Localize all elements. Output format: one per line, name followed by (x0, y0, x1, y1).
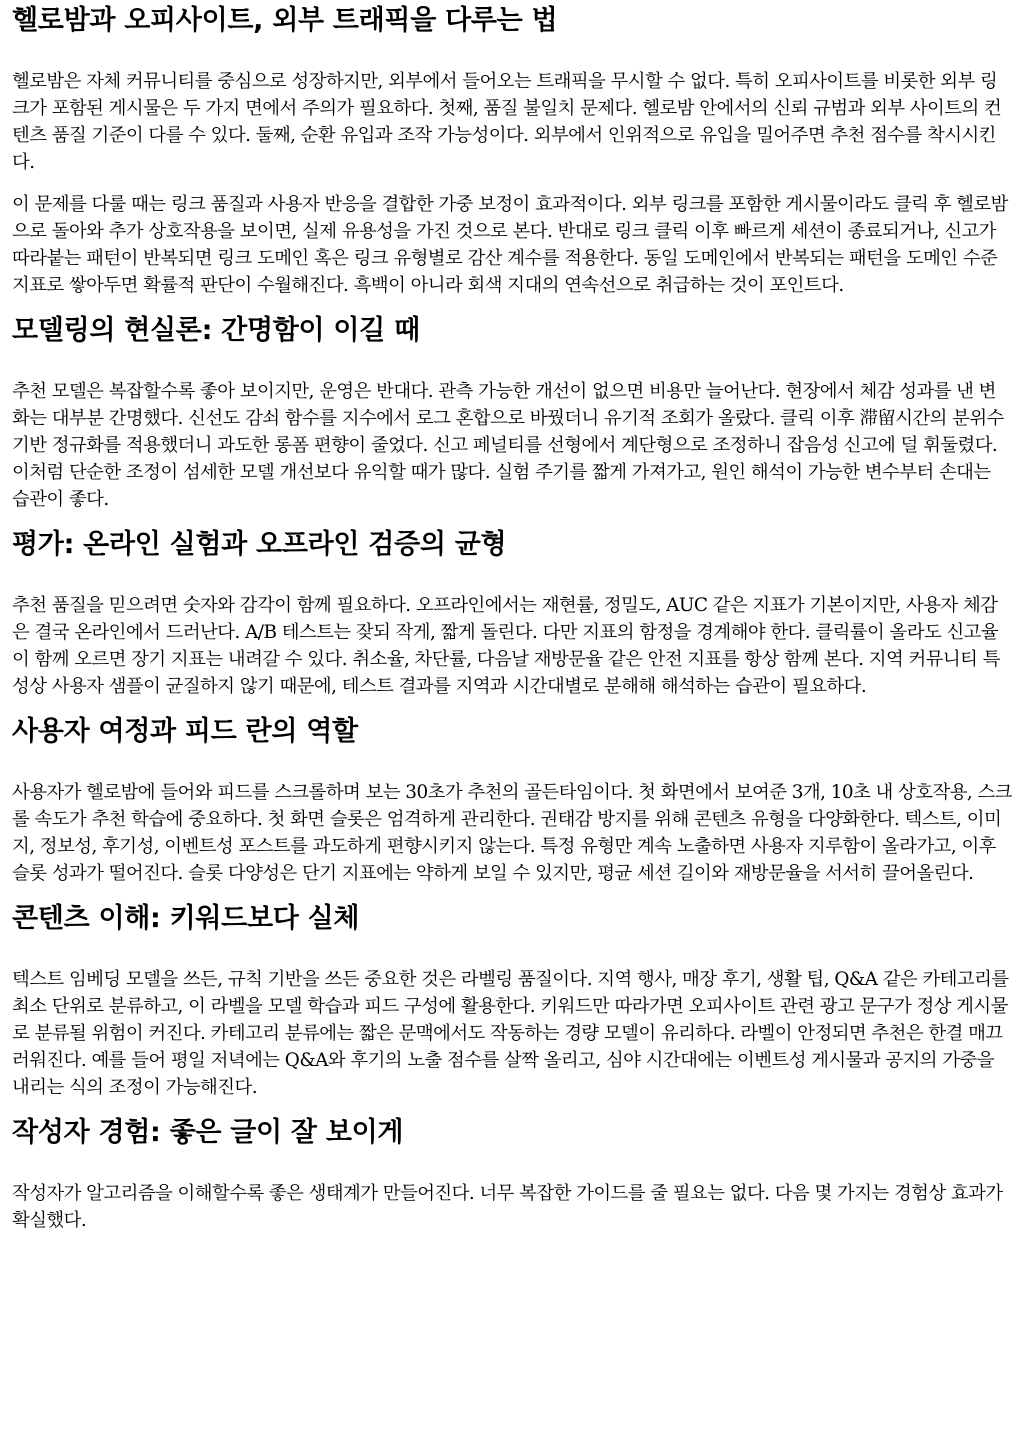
section-external-traffic (12, 4, 1012, 299)
section-heading: 모델링의 현실론: 간명함이 이길 때 (12, 315, 420, 346)
section-author-experience (12, 1116, 1012, 1234)
paragraph: 헬로밤은 자체 커뮤니티를 중심으로 성장하지만, 외부에서 들어오는 트래픽을 무시할 수 없다. 특히 오피사이트를 비롯한 외부 링크가 포함된 게시물은 두 가지 면에서 주의가 필요하다. 첫째, 품질 불일치 문제다. 헬로밤 안에서의 신뢰 규범과 외부 사이트의 컨텐츠 품질 기준이 다를 수 있다. 둘째, 순환 유입과 조작 가능성이다. 외부에서 인위적으로 유입을 밀어주면 추천 점수를 착시시킨다. (12, 71, 1002, 173)
article (0, 4, 1024, 1234)
paragraph: 작성자가 알고리즘을 이해할수록 좋은 생태계가 만들어진다. 너무 복잡한 가이드를 줄 필요는 없다. 다음 몇 가지는 경험상 효과가 확실했다. (12, 1183, 1003, 1231)
paragraph: 이 문제를 다룰 때는 링크 품질과 사용자 반응을 결합한 가중 보정이 효과적이다. 외부 링크를 포함한 게시물이라도 클릭 후 헬로밤으로 돌아와 추가 상호작용을 보이면, 실제 유용성을 가진 것으로 본다. 반대로 링크 클릭 이후 빠르게 세션이 종료되거나, 신고가 따라붙는 패턴이 반복되면 링크 도메인 혹은 링크 유형별로 감산 계수를 적용한다. 동일 도메인에서 반복되는 패턴을 도메인 수준 지표로 쌓아두면 확률적 판단이 수월해진다. 흑백이 아니라 회색 지대의 연속선으로 취급하는 것이 포인트다. (12, 194, 1008, 296)
paragraph: 추천 품질을 믿으려면 숫자와 감각이 함께 필요하다. 오프라인에서는 재현률, 정밀도, AUC 같은 지표가 기본이지만, 사용자 체감은 결국 온라인에서 드러난다. A/B 테스트는 잦되 작게, 짧게 돌린다. 다만 지표의 함정을 경계해야 한다. 클릭률이 올라도 신고율이 함께 오르면 장기 지표는 내려갈 수 있다. 취소율, 차단률, 다음날 재방문율 같은 안전 지표를 항상 함께 본다. 지역 커뮤니티 특성상 사용자 샘플이 균질하지 않기 때문에, 테스트 결과를 지역과 시간대별로 분해해 해석하는 습관이 필요하다. (12, 595, 1000, 697)
section-heading: 사용자 여정과 피드 란의 역할 (12, 716, 358, 747)
section-content-understanding (12, 902, 1012, 1101)
section-evaluation (12, 528, 1012, 700)
section-user-journey (12, 715, 1012, 887)
section-modeling (12, 314, 1012, 513)
paragraph: 텍스트 임베딩 모델을 쓰든, 규칙 기반을 쓰든 중요한 것은 라벨링 품질이다. 지역 행사, 매장 후기, 생활 팁, Q&A 같은 카테고리를 최소 단위로 분류하고, 이 라벨을 모델 학습과 피드 구성에 활용한다. 키워드만 따라가면 오피사이트 관련 광고 문구가 정상 게시물로 분류될 위험이 커진다. 카테고리 분류에는 짧은 문맥에서도 작동하는 경량 모델이 유리하다. 라벨이 안정되면 추천은 한결 매끄러워진다. 예를 들어 평일 저녁에는 Q&A와 후기의 노출 점수를 살짝 올리고, 심야 시간대에는 이벤트성 게시물과 공지의 가중을 내리는 식의 조정이 가능해진다. (12, 969, 1009, 1098)
section-heading: 헬로밤과 오피사이트, 외부 트래픽을 다루는 법 (12, 5, 558, 36)
paragraph: 추천 모델은 복잡할수록 좋아 보이지만, 운영은 반대다. 관측 가능한 개선이 없으면 비용만 늘어난다. 현장에서 체감 성과를 낸 변화는 대부분 간명했다. 신선도 감쇠 함수를 지수에서 로그 혼합으로 바꿨더니 유기적 조회가 올랐다. 클릭 이후 滞留시간의 분위수 기반 정규화를 적용했더니 과도한 롱폼 편향이 줄었다. 신고 페널티를 선형에서 계단형으로 조정하니 잡음성 신고에 덜 휘둘렸다. 이처럼 단순한 조정이 섬세한 모델 개선보다 유익할 때가 많다. 실험 주기를 짧게 가져가고, 원인 해석이 가능한 변수부터 손대는 습관이 좋다. (12, 381, 1004, 510)
paragraph: 사용자가 헬로밤에 들어와 피드를 스크롤하며 보는 30초가 추천의 골든타임이다. 첫 화면에서 보여준 3개, 10초 내 상호작용, 스크롤 속도가 추천 학습에 중요하다. 첫 화면 슬롯은 엄격하게 관리한다. 권태감 방지를 위해 콘텐츠 유형을 다양화한다. 텍스트, 이미지, 정보성, 후기성, 이벤트성 포스트를 과도하게 편향시키지 않는다. 특정 유형만 계속 노출하면 사용자 지루함이 올라가고, 이후 슬롯 성과가 떨어진다. 슬롯 다양성은 단기 지표에는 약하게 보일 수 있지만, 평균 세션 길이와 재방문율을 서서히 끌어올린다. (12, 782, 1012, 884)
section-heading: 평가: 온라인 실험과 오프라인 검증의 균형 (12, 529, 507, 560)
section-heading: 작성자 경험: 좋은 글이 잘 보이게 (12, 1117, 404, 1148)
section-heading: 콘텐츠 이해: 키워드보다 실체 (12, 903, 360, 934)
